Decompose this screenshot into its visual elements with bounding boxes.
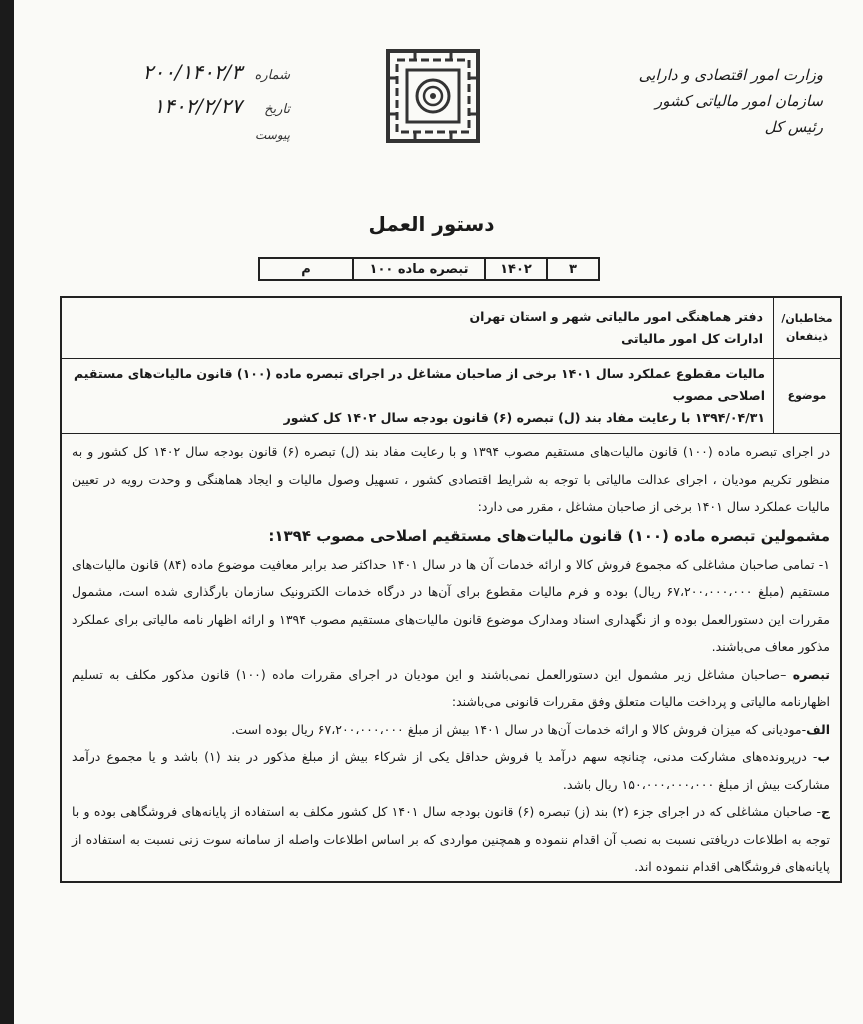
letterhead — [603, 62, 823, 140]
scan-edge — [0, 0, 14, 1024]
date-label: تاریخ — [264, 102, 290, 117]
recipients-label: مخاطبان/ ذینفعان — [773, 298, 840, 358]
recipient-line: ادارات کل امور مالیاتی — [621, 331, 763, 346]
note-lead: تبصره — [792, 666, 831, 682]
item-1: ۱- تمامی صاحبان مشاغلی که مجموع فروش کالا و ارائه خدمات آن ها در سال ۱۴۰۱ حداکثر صد برابر معافیت موضوع ماده (۸۴) قانون مالیات‌های مستقیم (مبلغ ۶۷،۲۰۰،۰۰۰،۰۰۰ ریال) بوده و فرم مالیات مقطوع برای آن‌ها در درگاه خدمات الکترونیک سازمان بارگذاری شده است، مشمول مقررات این دستورالعمل بوده و از نگهداری اسناد ومدارک موضوع قانون مالیات‌های مستقیم مصوب ۱۳۹۴ و ارائه اظهار نامه مالیاتی برای عملکرد مذکور معاف می‌باشند. — [72, 556, 830, 654]
code-cell: م — [301, 261, 311, 277]
jim-text: - صاحبان مشاغلی که در اجرای جزء (۲) بند (ز) تبصره (۶) قانون بودجه سال ۱۴۰۱ کل کشور مکلف به استفاده از پایانه‌های فروشگاهی بوده و با توجه به اطلاعات دریافتی نسبت به نصب آن اقدام ننموده و همچنین مواردی که بر اساس اطلاعات واصله از سامانه سوت زنی نسبت به استفاده از پایانه‌های فروشگاهی اقدام ننموده اند. — [72, 804, 830, 874]
topic-cell: تبصره ماده ۱۰۰ — [352, 259, 484, 279]
item-alef — [72, 716, 830, 744]
be-lead: ب — [817, 749, 830, 764]
instruction-number-table — [258, 257, 600, 281]
instruction-table — [60, 296, 842, 883]
recipients-row — [62, 298, 840, 359]
attachment-label: پیوست — [255, 128, 290, 142]
subject-line: مالیات مقطوع عملکرد سال ۱۴۰۱ برخی از صاحبان مشاغل در اجرای تبصره ماده (۱۰۰) قانون مالیات‌های مستقیم اصلاحی مصوب — [73, 366, 765, 403]
head-title: رئیس کل — [764, 118, 823, 136]
emblem-logo — [385, 48, 481, 144]
date-value: ۱۴۰۲/۲/۲۷ — [153, 94, 242, 118]
subject-label: موضوع — [773, 359, 840, 433]
note-text: –صاحبان مشاغل زیر مشمول این دستورالعمل نمی‌باشند و این مودیان در اجرای مقررات ماده (۱۰۰) قانون مذکور مکلف به تسلیم اظهارنامه مالیاتی و پرداخت مالیات متعلق وفق مقررات قانونی می‌باشند: — [72, 666, 830, 709]
document-title: دستور العمل — [368, 212, 495, 236]
be-text: - درپرونده‌های مشارکت مدنی، چنانچه سهم درآمد یا فروش حداقل یکی از شرکاء بیش از مبلغ مذکور در بند (۱) باشد و یا مجموع درآمد مشارکت بیش از مبلغ ۱۵۰،۰۰۰،۰۰۰،۰۰۰ ریال باشد. — [72, 749, 830, 792]
instruction-body — [62, 434, 840, 881]
recipient-line: دفتر هماهنگی امور مالیاتی شهر و استان تهران — [469, 309, 763, 324]
number-cell: ۳ — [546, 259, 598, 279]
number-label: شماره — [254, 68, 290, 83]
section-heading: مشمولین تبصره ماده (۱۰۰) قانون مالیات‌های مستقیم اصلاحی مصوب ۱۳۹۴: — [268, 526, 830, 545]
item-jim — [72, 798, 830, 881]
subject-line: ۱۳۹۴/۰۴/۳۱ با رعایت مفاد بند (ل) تبصره (۶) قانون بودجه سال ۱۴۰۲ کل کشور — [283, 410, 765, 425]
ministry-name: وزارت امور اقتصادی و دارایی — [638, 66, 823, 84]
alef-lead: الف — [806, 721, 830, 737]
item-be — [72, 743, 830, 798]
year-cell: ۱۴۰۲ — [484, 259, 546, 279]
subject-row — [62, 359, 840, 434]
organization-name: سازمان امور مالیاتی کشور — [655, 92, 823, 110]
alef-text: -مودیانی که میزان فروش کالا و ارائه خدمات آن‌ها در سال ۱۴۰۱ بیش از مبلغ ۶۷،۲۰۰،۰۰۰،۰۰۰ ریال بوده است. — [231, 721, 807, 737]
letter-meta — [80, 60, 290, 150]
jim-lead: ج — [820, 804, 830, 819]
note-paragraph — [72, 661, 830, 716]
intro-paragraph: در اجرای تبصره ماده (۱۰۰) قانون مالیات‌های مستقیم مصوب ۱۳۹۴ و با رعایت مفاد بند (ل) تبصره (۶) قانون بودجه سال ۱۴۰۲ کل کشور و به منظور تکریم مودیان ، اجرای عدالت مالیاتی با توجه به شرایط اقتصادی کشور ، تسهیل وصول مالیات و ایجاد هماهنگی و وحدت رویه در تعیین مالیات عملکرد سال ۱۴۰۱ برخی از صاحبان مشاغل ، مقرر می دارد: — [72, 444, 831, 514]
number-value: ۲۰۰/۱۴۰۲/۳ — [142, 60, 242, 84]
